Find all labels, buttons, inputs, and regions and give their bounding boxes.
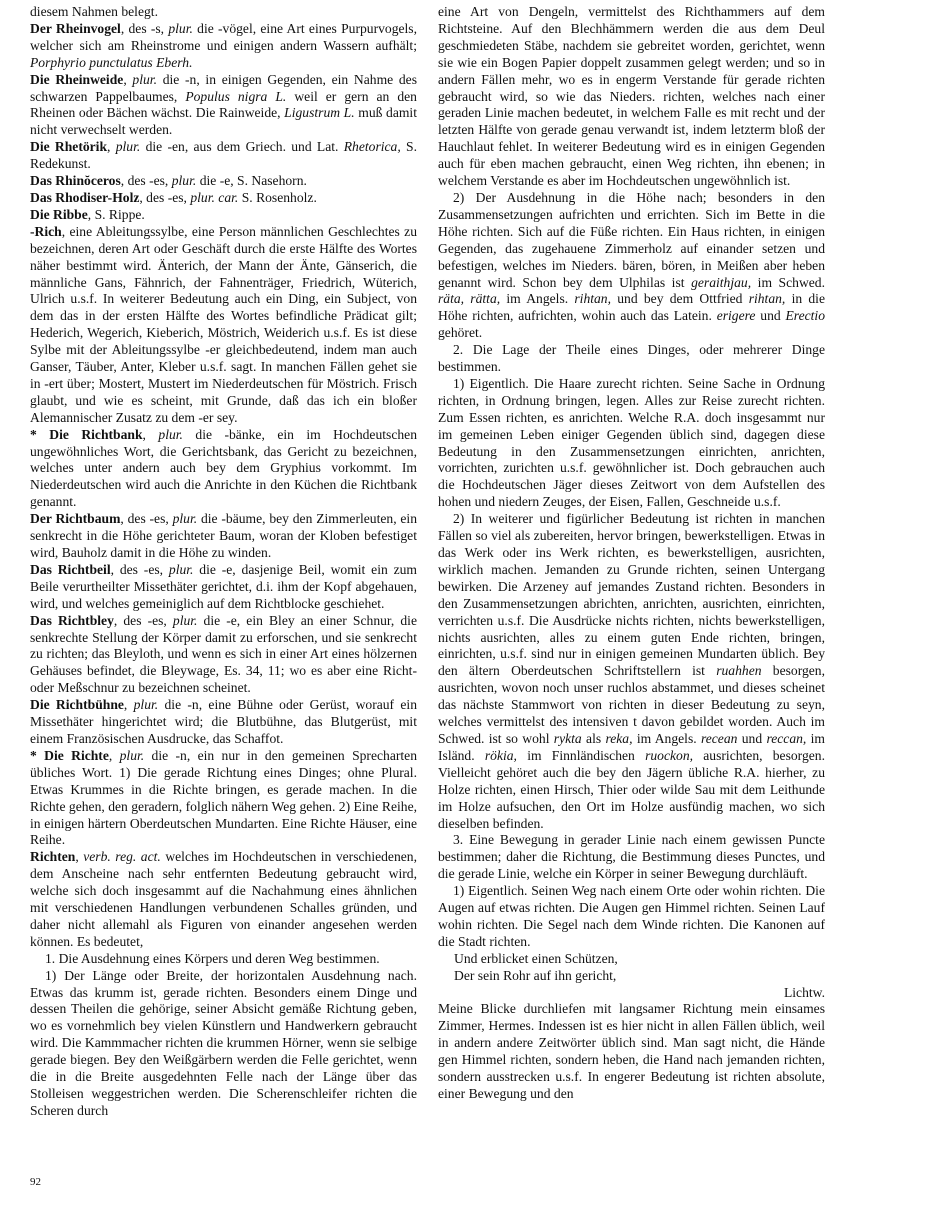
paragraph: 1. Die Ausdehnung eines Körpers und deren Weg bestimmen. [45,950,380,966]
entry-rhodiser-holz: Das Rhodiser-Holz, des -es, plur. car. S. Rosenholz. [30,189,317,205]
verse-line: Und erblicket einen Schützen, [454,950,618,966]
headword: -Rich [30,223,62,239]
entry-richtbuehne: Die Richtbühne, plur. die -n, eine Bühne oder Gerüst, worauf ein Missethäter hingerichtet wird; die Blutbühne, das Blutgerüst, mit einem Französischen Ausdrucke, das Schaffot. [30,697,417,746]
paragraph: 3. Eine Bewegung in gerader Linie nach einem gewissen Puncte bestimmen; daher die Richtung, die Bestimmung dieses Punctes, und die gerade Linie, welche ein Körper in seiner Bewegung durchläuft. [438,832,825,882]
continuation-line: diesem Nahmen belegt. [30,4,158,19]
headword: Der Richtbaum [30,511,121,527]
entry-rhetorik: Die Rhetörik, plur. die -en, aus dem Griech. und Lat. Rhetorica, S. Redekunst. [30,139,417,172]
headword: Die Rhetörik [30,139,108,155]
headword: Der Rheinvogel [30,20,121,36]
verse-source: Lichtw. [783,984,825,1000]
entry-rich: -Rich, eine Ableitungssylbe, eine Person männlichen Geschlechtes zu bezeichnen, deren Art oder Geschäft durch die erste Hälfte des Wortes näher bestimmt wird. Änterich, der Mann der Änte, Gänserich, die männliche Gans, Fähnrich, der Fahnenträger, Friedrich, Wüterich, Ulrich u.s.f. In weiterer Bedeutung auch ein Ding, ein Subject, von dem das in der ersten Hälfte des Wortes befindliche Prädicat gilt; Hederich, Wegerich, Kieberich, Möstrich, Weiderich u.s.f. Es ist diese Sylbe mit der Ableitungssylbe -er gleichbedeutend, indem man auch Ganser, Täuber, Anter, Kleber u.s.f. sagt. In manchen Fällen gehet sie in -ert über; Mostert, Mustert im Niederdeutschen für Möstrich. Frisch glaubt, und wie es scheint, mit Grunde, daß das ich ein bloßer Alemannischer Zusatz zu dem -er sey. [30,223,417,425]
page-number: 92 [30,1176,41,1188]
paragraph: 1) Der Länge oder Breite, der horizontalen Ausdehnung nach. Etwas das krumm ist, gerade richten. Besonders einem Dinge und dessen Theilen die gehörige, seiner Absicht gemäße Richtung geben, wo es vornehmlich bey vielen Künstlern und Handwerkern gebraucht wird. Die Kammmacher richten die krummen Hörner, wenn sie selbige gerade biegen. Bey den Weißgärbern werden die Felle gerichtet, wenn die in die Breite ausgedehnten Felle nach der Länge über das Stolleisen weggestrichen werden. Die Scherenschleifer richten die Scheren durch [30,967,417,1118]
entry-rhinoceros: Das Rhinŏceros, des -es, plur. die -e, S. Nasehorn. [30,173,307,189]
paragraph: 2) Der Ausdehnung in die Höhe nach; besonders in den Zusammensetzungen aufrichten und errichten. Sich im Bette in die Höhe richten. Sich auf die Füße richten. Ein Haus richten, in einigen Gegenden, das zugehauene Zimmerholz auf einander setzen und befestigen, welches im Nieders. bären, bören, in Meißen aber heben genannt wird. Schon bey dem Ulphilas ist geraithjau, im Schwed. räta, rätta, im Angels. rihtan, und bey dem Ottfried rihtan, in die Höhe richten, aufrichten, wohin auch das Latein. erigere und Erectio gehöret. [438,189,825,341]
paragraph: Meine Blicke durchliefen mit langsamer Richtung mein einsames Zimmer, Hermes. Indessen ist es hier nicht in allen Fällen üblich, weil in andern andere Zeitwörter üblich sind. Man sagt nicht, die Hände gen Himmel richten, sondern heben, die Hand nach jemanden richten, sondern ausstrecken u.s.f. In engerer Bedeutung ist richten absolute, einer Bewegung und den [438,1001,825,1101]
headword: Das Rhodiser-Holz [30,189,140,205]
headword: Richten [30,849,76,865]
headword: Das Richtbley [30,612,114,628]
headword: Die Ribbe [30,206,88,222]
left-column [30,4,417,1120]
headword: * Die Richtbank [30,426,143,442]
verse-line: Der sein Rohr auf ihn gericht, [454,967,617,983]
entry-rheinweide: Die Rheinweide, plur. die -n, in einigen Gegenden, ein Nahme des schwarzen Pappelbaumes, Populus nigra L. weil er gern an den Rheinen oder Bächen wächst. Die Rainweide, Ligustrum L. muß damit nicht verwechselt werden. [30,71,418,138]
paragraph: 2. Die Lage der Theile eines Dinges, oder mehrerer Dinge bestimmen. [438,342,825,375]
entry-richtbley: Das Richtbley, des -es, plur. die -e, ein Bley an einer Schnur, die senkrechte Stellung der Körper damit zu erforschen, und sie senkrecht zu richten; das Bleyloth, und wenn es sich in einer Art eines hölzernen Gehäuses befindet, die Bleywage, Es. 34, 11; wo es aber eine Richt- oder Meßschnur zu bezeichnen scheinet. [30,612,417,696]
entry-richtbaum: Der Richtbaum, des -es, plur. die -bäume, bey den Zimmerleuten, ein senkrecht in die Höhe gerichteter Baum, woran der Kloben befestiget wird, Bauholz damit in die Höhe zu winden. [30,511,418,560]
entry-richtbeil: Das Richtbeil, des -es, plur. die -e, dasjenige Beil, womit ein zum Beile verurtheilter Missethäter gerichtet, d.i. ihm der Kopf abgehauen, wird, und welches gemeiniglich auf dem Richtblocke geschiehet. [30,561,418,611]
headword: Die Rheinweide [30,71,124,87]
entry-ribbe: Die Ribbe, S. Rippe. [30,206,145,222]
entry-richtbank: * Die Richtbank, plur. die -bänke, ein im Hochdeutschen ungewöhnliches Wort, die Gerichtsbank, das Gericht zu bezeichnen, welches unter andern auch bey dem Gryphius vorkommt. Im Niederdeutschen wird auch die Anrichte in den Küchen die Richtbank genannt. [30,426,417,510]
headword: Das Richtbeil [30,561,111,577]
paragraph: eine Art von Dengeln, vermittelst des Richthammers auf dem Richtsteine. Auf den Blechhämmern werden die aus dem Deul geschmiedeten Stäbe, nachdem sie gebreitet worden, gerichtet, wenn sie wie ein Bogen Papier doppelt zusammen gelegt werden; und so in andern Fällen mehr, wo es in engerm Verstande für gerade richten gebraucht wird, so wie das Nieders. richten, welches nach einer geraden Linie machen bedeutet, in welchem Falle es mit recht und der letzten Hälfte von gerade genau verwandt ist, indem letzterm bloß der Hauchlaut fehlet. In weiterer Bedeutung wird es in einigen Gegenden auch für eben machen gebraucht, einen Weg richten, ihn ebenen; in welchem Verstande es aber im Hochdeutschen ungewöhnlich ist. [438,4,825,189]
entry-rheinvogel: Der Rheinvogel, des -s, plur. die -vögel, eine Art eines Purpurvogels, welcher sich am Rheinstrome und einigen andern Wassern aufhält; Porphyrio punctulatus Eberh. [30,20,417,70]
entry-richte: * Die Richte, plur. die -n, ein nur in den gemeinen Sprecharten übliches Wort. 1) Die gerade Richtung eines Dinges; ohne Plural. Etwas Krummes in die Richte bringen, es gerade machen. In die Richte gehen, den geradern, folglich nähern Weg gehen. 2) Eine Reihe, in einigen härtern Oberdeutschen Mundarten. Eine Richte Häuser, eine Reihe. [30,747,417,848]
headword: Das Rhinŏceros [30,173,121,189]
right-column [438,4,825,1103]
paragraph: 1) Eigentlich. Die Haare zurecht richten. Seine Sache in Ordnung richten, in Ordnung bringen, legen. Alles zur Reise zurecht richten. Zum Essen richten, es anrichten. Welche R.A. doch insgesammt nur im gemeinen Leben einiger Gegenden üblich sind, dagegen diese Bedeutung in den Zusammensetzungen einrichten, anrichten, vorrichten, zurichten u.s.f. gewöhnlicher ist. Doch gebrauchen auch die Hochdeutschen Jäger dieses Zeitwort von dem Aufstellen des hohen und niedern Zeuges, der Eisen, Fallen, Geschneide u.s.f. [438,375,825,510]
paragraph: 2) In weiterer und figürlicher Bedeutung ist richten in manchen Fällen so viel als zubereiten, hervor bringen, bewerkstelligen. Etwas in das Werk oder ins Werk richten, es bewerkstelligen, ausrichten, wirklich machen. Jemanden zu Grunde richten, seinen Untergang bewirken. Die Arzeney auf jemandes Zustand richten. Besonders in den Zusammensetzungen abrichten, anrichten, ausrichten, einrichten, verrichten u.s.f. Die Ausdrücke nichts richten, nichts bewerkstelligen, nichts ausrichten, alles zu einem guten Ende richten, bringen, einrichten, u.s.f. sind nur in einigen gemeinen Mundarten üblich. Bey den ältern Oberdeutschen Schriftstellern ist ruahhen besorgen, ausrichten, wovon noch unser ruchlos abstammet, und dieses scheinet das nächste Stammwort von richten in dieser Bedeutung zu seyn, welches vermittelst des intensiven t davon gebildet worden. Auch im Schwed. ist so wohl rykta als reka, im Angels. recean und reccan, im Isländ. rökia, im Finnländischen ruockon, ausrichten, besorgen. Vielleicht gehöret auch die bey den Jägern übliche R.A. hierher, zu Holze richten, einen Hirsch, Thier oder wilde Sau mit dem Leithunde im Holze aufsuchen, den Ort im Holze ausfündig machen, wo sich dieselben befinden. [438,511,826,831]
entry-richten: Richten, verb. reg. act. welches im Hochdeutschen in verschiedenen, dem Anscheine nach sehr entfernten Bedeutung gebraucht wird, welche sich doch insgesammt auf die Nachahmung eines ähnlichen mit verschiedenen Handlungen verbundenen Schalles gründen, und daher nicht allemahl als Figuren von einander angesehen werden können. Es bedeutet, [30,849,417,949]
paragraph: 1) Eigentlich. Seinen Weg nach einem Orte oder wohin richten. Die Augen auf etwas richten. Die Augen gen Himmel richten. Seinen Lauf wohin richten. Die Segel nach dem Winde richten. Die Kanonen auf die Stadt richten. [438,883,825,949]
headword: Die Richtbühne [30,697,124,713]
headword: * Die Richte [30,747,109,763]
